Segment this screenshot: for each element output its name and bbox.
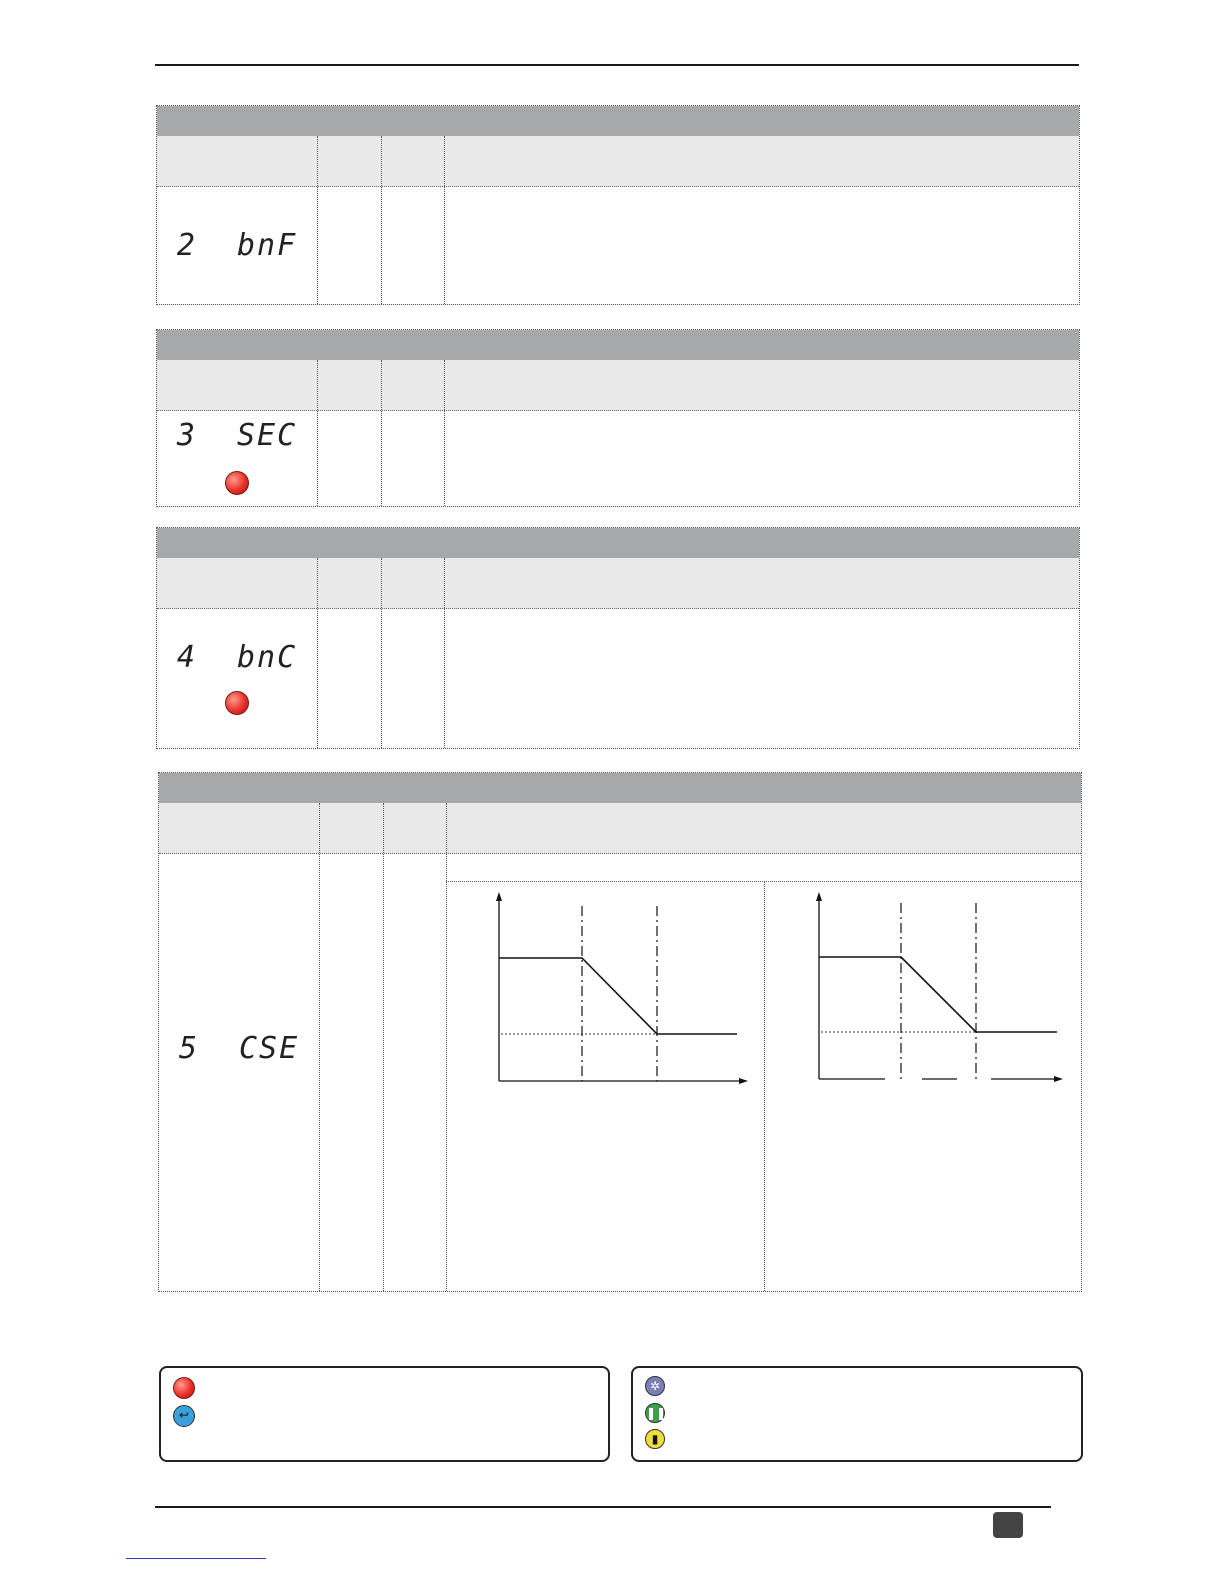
param-block-5: [158, 772, 1082, 1292]
block-title-bar: [159, 773, 1081, 803]
red-led-icon: [225, 691, 249, 715]
hyperlink-underline[interactable]: [126, 1558, 266, 1559]
block-title-bar: [157, 106, 1079, 136]
speed-curve-graph-left: [489, 888, 759, 1088]
column-divider: [444, 360, 445, 506]
column-divider: [444, 558, 445, 748]
legend-box-left: [159, 1366, 610, 1462]
fan-icon: ✲: [645, 1376, 665, 1396]
speed-curve: [819, 957, 1057, 1032]
column-divider: [317, 360, 318, 506]
top-rule: [155, 64, 1079, 66]
param-block-2: [156, 105, 1080, 305]
parameter-code: 4 bnC: [176, 640, 298, 675]
block-title-bar: [157, 528, 1079, 558]
block-column-header: [157, 136, 1079, 187]
column-divider: [444, 136, 445, 304]
speed-curve: [499, 958, 737, 1034]
column-divider: [381, 360, 382, 506]
pause-icon: ❚❚: [645, 1403, 665, 1423]
graph-area-rule: [446, 881, 1081, 882]
column-divider: [319, 803, 320, 1291]
column-divider: [383, 803, 384, 1291]
return-arrow-icon: ↩: [173, 1405, 195, 1427]
block-column-header: [159, 803, 1081, 854]
parameter-code: 3 SEC: [176, 418, 298, 453]
y-axis-arrow: [816, 892, 822, 901]
parameter-code: 5 CSE: [178, 1031, 300, 1066]
bottom-rule: [155, 1506, 1051, 1508]
x-axis-arrow: [1054, 1076, 1063, 1082]
step-icon: ▮: [645, 1429, 665, 1449]
block-column-header: [157, 360, 1079, 411]
param-block-3: [156, 329, 1080, 507]
block-column-header: [157, 558, 1079, 609]
block-title-bar: [157, 330, 1079, 360]
x-axis-arrow: [739, 1078, 748, 1084]
column-divider: [317, 558, 318, 748]
column-divider: [381, 558, 382, 748]
column-divider: [317, 136, 318, 304]
legend-box-right: [631, 1366, 1083, 1462]
parameter-code: 2 bnF: [176, 228, 298, 263]
red-led-icon: [225, 471, 249, 495]
y-axis-arrow: [496, 892, 502, 901]
red-led-icon: [173, 1377, 195, 1399]
graph-divider: [764, 882, 765, 1291]
column-divider: [446, 803, 447, 1291]
speed-curve-graph-right: [809, 888, 1079, 1088]
page-number-tab: [993, 1512, 1023, 1538]
column-divider: [381, 136, 382, 304]
param-block-4: [156, 527, 1080, 749]
